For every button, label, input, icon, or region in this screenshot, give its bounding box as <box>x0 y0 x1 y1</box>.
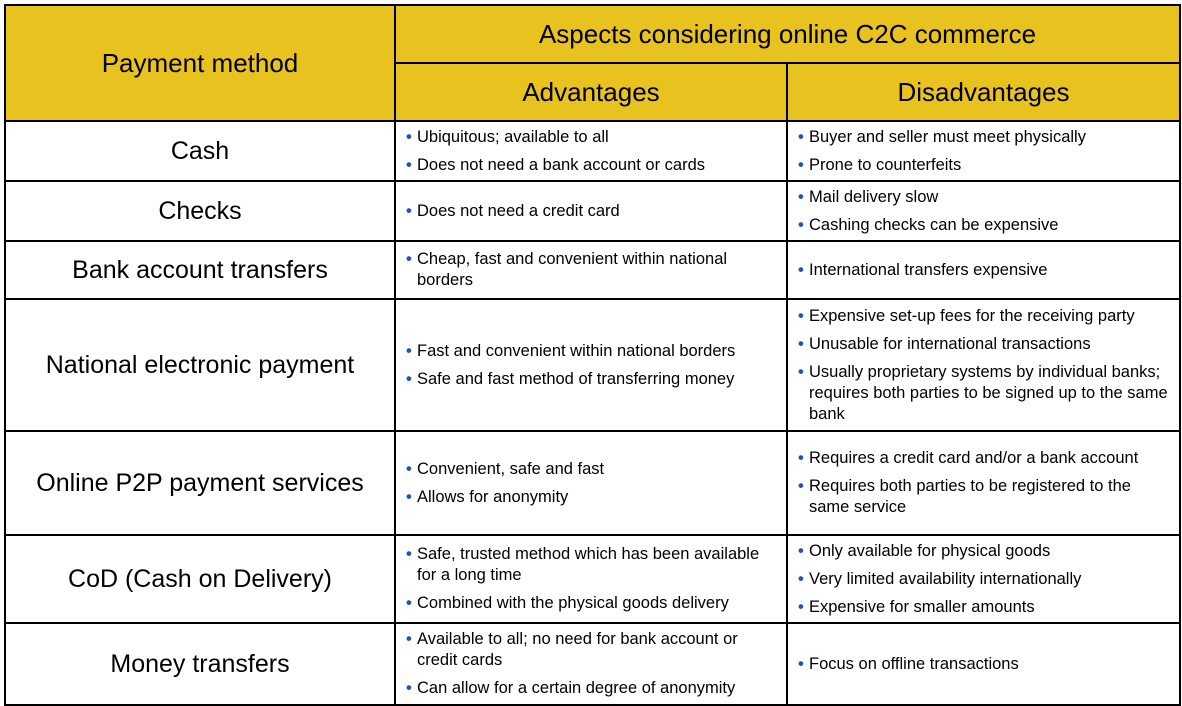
disadvantage-text: Unusable for international transactions <box>809 334 1091 353</box>
bullet-dot-icon: • <box>406 155 412 174</box>
list-item <box>798 215 1171 236</box>
bullet-dot-icon: • <box>798 187 804 206</box>
advantage-text: Fast and convenient within national borders <box>417 341 736 360</box>
disadvantages-cell <box>787 431 1180 535</box>
list-item <box>798 476 1171 518</box>
header-disadvantages: Disadvantages <box>787 63 1180 121</box>
advantage-text: Convenient, safe and fast <box>417 459 605 478</box>
advantage-text: Can allow for a certain degree of anonymity <box>417 679 736 697</box>
list-item <box>798 569 1171 590</box>
list-item <box>798 597 1171 618</box>
list-item <box>406 201 778 222</box>
advantages-cell <box>395 535 787 623</box>
advantage-text: Available to all; no need for bank account or credit cards <box>417 630 738 669</box>
bullet-dot-icon: • <box>798 306 804 325</box>
disadvantages-cell <box>787 121 1180 181</box>
disadvantages-list <box>798 127 1171 176</box>
payment-method-cell: Checks <box>5 181 395 241</box>
list-item <box>406 629 778 671</box>
list-item <box>798 362 1171 425</box>
bullet-dot-icon: • <box>798 334 804 353</box>
bullet-dot-icon: • <box>798 541 804 560</box>
bullet-dot-icon: • <box>798 260 804 279</box>
advantages-list <box>406 127 778 176</box>
advantages-cell <box>395 181 787 241</box>
list-item <box>406 249 778 291</box>
table-row <box>5 299 1180 431</box>
bullet-dot-icon: • <box>798 477 804 495</box>
table-row <box>5 121 1180 181</box>
list-item <box>798 306 1171 327</box>
disadvantages-cell <box>787 241 1180 299</box>
payment-method-cell: Cash <box>5 121 395 181</box>
list-item <box>798 654 1171 675</box>
list-item <box>406 544 778 586</box>
bullet-dot-icon: • <box>406 341 412 360</box>
bullet-dot-icon: • <box>406 594 412 612</box>
advantage-text: Combined with the physical goods delivery <box>417 594 729 612</box>
list-item <box>798 448 1171 469</box>
header-advantages: Advantages <box>395 63 787 121</box>
advantages-cell <box>395 121 787 181</box>
disadvantage-text: Mail delivery slow <box>809 187 939 206</box>
advantage-text: Does not need a credit card <box>417 201 620 220</box>
payment-method-cell: Money transfers <box>5 623 395 705</box>
list-item <box>406 593 778 614</box>
disadvantages-cell <box>787 299 1180 431</box>
disadvantages-list <box>798 187 1171 236</box>
header-aspects: Aspects considering online C2C commerce <box>395 5 1180 63</box>
advantages-cell <box>395 241 787 299</box>
disadvantage-text: Prone to counterfeits <box>809 155 962 174</box>
advantages-cell <box>395 623 787 705</box>
payment-method-cell: National electronic payment <box>5 299 395 431</box>
disadvantage-text: Buyer and seller must meet physically <box>809 127 1086 146</box>
disadvantage-text: Requires both parties to be registered to the same service <box>809 477 1131 516</box>
advantage-text: Safe and fast method of transferring money <box>417 369 735 388</box>
disadvantage-text: Expensive for smaller amounts <box>809 597 1035 616</box>
disadvantage-text: Very limited availability internationally <box>809 569 1082 588</box>
payment-method-cell: Online P2P payment services <box>5 431 395 535</box>
list-item <box>406 127 778 148</box>
table-row <box>5 535 1180 623</box>
disadvantages-cell <box>787 623 1180 705</box>
list-item <box>798 334 1171 355</box>
disadvantages-list <box>798 654 1171 675</box>
bullet-dot-icon: • <box>798 127 804 146</box>
bullet-dot-icon: • <box>798 362 804 381</box>
table-body <box>5 121 1180 705</box>
bullet-dot-icon: • <box>798 449 804 467</box>
disadvantages-list <box>798 541 1171 618</box>
bullet-dot-icon: • <box>798 215 804 234</box>
disadvantage-text: Expensive set-up fees for the receiving party <box>809 306 1135 325</box>
list-item <box>798 260 1171 281</box>
advantages-list <box>406 341 778 390</box>
bullet-dot-icon: • <box>406 250 412 268</box>
advantage-text: Does not need a bank account or cards <box>417 155 706 174</box>
disadvantages-cell <box>787 535 1180 623</box>
payment-method-cell: Bank account transfers <box>5 241 395 299</box>
list-item <box>798 541 1171 562</box>
bullet-dot-icon: • <box>798 155 804 174</box>
disadvantages-list <box>798 448 1171 518</box>
disadvantage-text: Focus on offline transactions <box>809 654 1019 673</box>
disadvantages-cell <box>787 181 1180 241</box>
advantage-text: Cheap, fast and convenient within national borders <box>417 250 728 289</box>
payment-method-cell: CoD (Cash on Delivery) <box>5 535 395 623</box>
disadvantages-list <box>798 260 1171 281</box>
disadvantage-text: Usually proprietary systems by individual banks; requires both parties to be signed up to the same bank <box>809 362 1168 423</box>
advantages-cell <box>395 431 787 535</box>
bullet-dot-icon: • <box>406 459 412 478</box>
advantages-list <box>406 629 778 699</box>
bullet-dot-icon: • <box>406 487 412 506</box>
list-item <box>798 155 1171 176</box>
bullet-dot-icon: • <box>798 569 804 588</box>
bullet-dot-icon: • <box>406 201 412 220</box>
bullet-dot-icon: • <box>406 369 412 388</box>
list-item <box>406 155 778 176</box>
disadvantage-text: Cashing checks can be expensive <box>809 215 1059 234</box>
advantages-list <box>406 249 778 291</box>
table-row <box>5 431 1180 535</box>
advantages-cell <box>395 299 787 431</box>
disadvantages-list <box>798 306 1171 425</box>
bullet-dot-icon: • <box>406 127 412 146</box>
list-item <box>406 369 778 390</box>
list-item <box>406 487 778 508</box>
table-row <box>5 241 1180 299</box>
table-header <box>5 5 1180 121</box>
bullet-dot-icon: • <box>406 545 412 563</box>
advantages-list <box>406 459 778 508</box>
bullet-dot-icon: • <box>798 654 804 673</box>
payment-methods-table <box>4 4 1181 706</box>
list-item <box>798 187 1171 208</box>
advantage-text: Allows for anonymity <box>417 487 569 506</box>
list-item <box>406 459 778 480</box>
advantage-text: Ubiquitous; available to all <box>417 127 609 146</box>
header-payment-method: Payment method <box>5 5 395 121</box>
advantages-list <box>406 201 778 222</box>
list-item <box>406 678 778 699</box>
bullet-dot-icon: • <box>798 597 804 616</box>
bullet-dot-icon: • <box>406 630 412 648</box>
list-item <box>798 127 1171 148</box>
header-row-top <box>5 5 1180 63</box>
table-row <box>5 623 1180 705</box>
disadvantage-text: Requires a credit card and/or a bank account <box>809 449 1139 467</box>
advantage-text: Safe, trusted method which has been available for a long time <box>417 545 760 584</box>
advantages-list <box>406 544 778 614</box>
disadvantage-text: International transfers expensive <box>809 260 1048 279</box>
list-item <box>406 341 778 362</box>
disadvantage-text: Only available for physical goods <box>809 541 1051 560</box>
table-row <box>5 181 1180 241</box>
bullet-dot-icon: • <box>406 679 412 697</box>
